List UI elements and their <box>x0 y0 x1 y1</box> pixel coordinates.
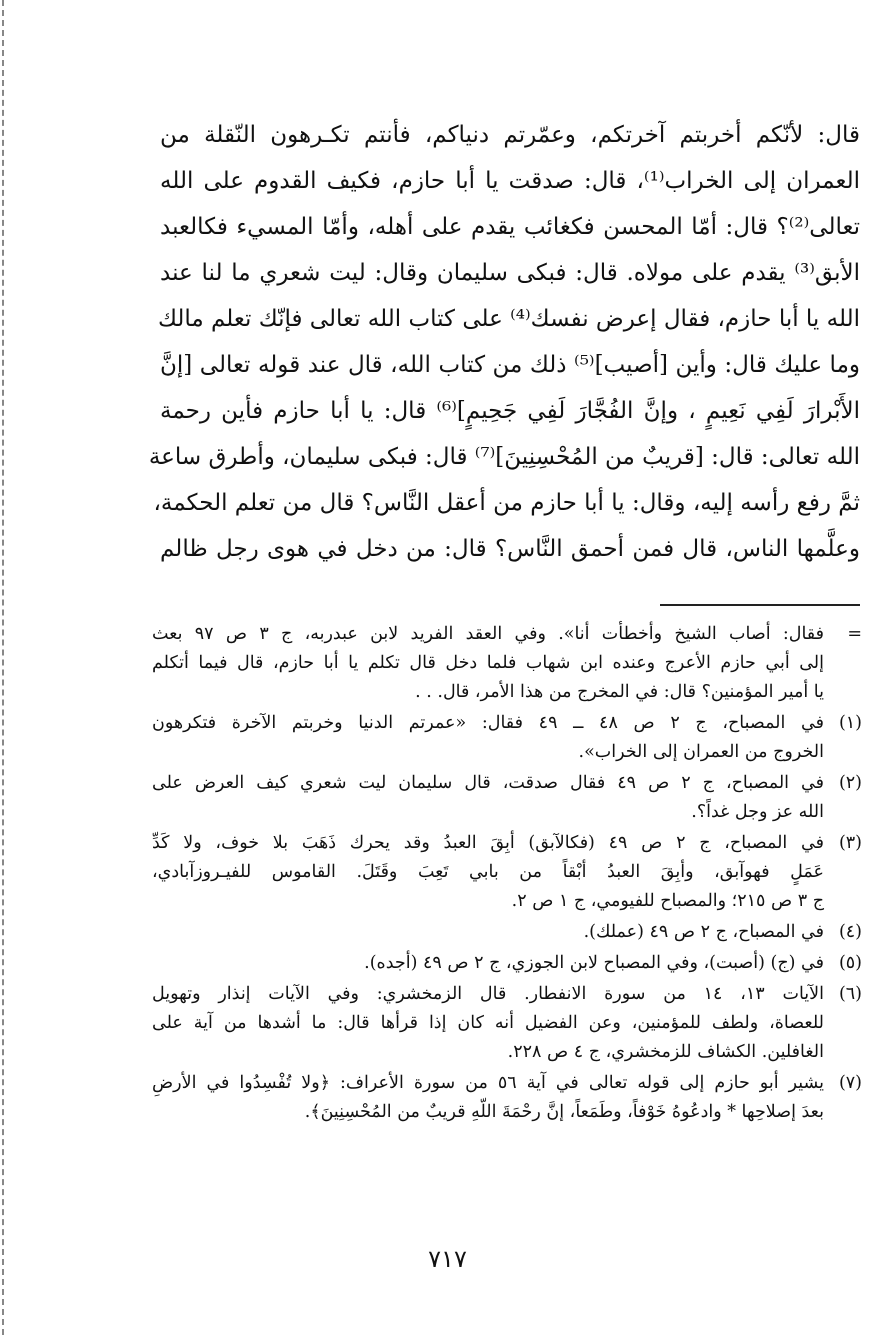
footnote-line: يا أمير المؤمنين؟ قال: في المخرج من هذا الأمر، قال. . . <box>415 682 824 702</box>
footnote <box>152 709 862 767</box>
footnote-marker: (١) <box>838 713 862 733</box>
footnote-body <box>152 1069 824 1127</box>
main-text <box>148 112 860 572</box>
footnote-body <box>152 918 824 947</box>
footnote-marker: (٧) <box>838 1073 862 1093</box>
page-number: ٧١٧ <box>428 1245 467 1273</box>
footnote <box>152 949 862 978</box>
footnote-marker: (٦) <box>838 984 862 1004</box>
footnote <box>152 980 862 1067</box>
footnote-marker: (٥) <box>838 953 862 973</box>
main-text-line: الأَبْرارَ لَفِي نَعِيمٍ ، وإنَّ الفُجَّارَ لَفِي جَحِيمٍ]⁽⁶⁾ قال: يا أبا حازم فأين رحمة <box>160 398 860 424</box>
main-text-line: الله تعالى: قال: [قريبٌ من المُحْسِنِينَ]⁽⁷⁾ قال: فبكى سليمان، وأطرق ساعة <box>148 444 860 470</box>
footnote-marker: (٤) <box>838 922 862 942</box>
footnote-line: إلى أبي حازم الأعرج وعنده ابن شهاب فلما دخل قال تكلم يا أبا حازم، قال فيما أتكلم <box>152 653 824 673</box>
footnote-body <box>152 769 824 827</box>
page-edge-border <box>2 0 4 1335</box>
footnote-line: الخروج من العمران إلى الخراب». <box>578 742 824 762</box>
footnote-body <box>152 620 824 707</box>
footnote-line: عَمَلٍ فهوآبق، وأبِقَ العبدُ أبْقاً من بابي تَعِبَ وقَتَلَ. القاموس للفيـروزآبادي، <box>152 862 824 882</box>
footnote-line: الغافلين. الكشاف للزمخشري، ج ٤ ص ٢٢٨. <box>507 1042 824 1062</box>
footnote-line: الآيات ١٣، ١٤ من سورة الانفطار. قال الزمخشري: وفي الآيات إنذار وتهويل <box>152 984 824 1004</box>
footnote-line: الله عز وجل غداً؟. <box>691 802 824 822</box>
footnote-marker: (٣) <box>838 833 862 853</box>
footnotes <box>152 620 862 1129</box>
footnote <box>152 769 862 827</box>
footnote-body <box>152 709 824 767</box>
footnote-marker: = <box>847 624 862 644</box>
footnote-separator <box>660 604 860 606</box>
footnote-line: في المصباح، ج ٢ ص ٤٨ ــ ٤٩ فقال: «عمرتم الدنيا وخربتم الآخرة فتكرهون <box>152 713 824 733</box>
footnote <box>152 1069 862 1127</box>
footnote-line: في المصباح، ج ٢ ص ٤٩ (فكالآبق) أبِقَ العبدُ وقد يحرك ذَهَبَ بلا خوف، ولا كَدِّ <box>152 833 824 853</box>
footnote-line: فقال: أصاب الشيخ وأخطأت أنا». وفي العقد الفريد لابن عبدربه، ج ٣ ص ٩٧ بعث <box>152 624 824 644</box>
footnote-line: يشير أبو حازم إلى قوله تعالى في آية ٥٦ من سورة الأعراف: ﴿ولا تُفْسِدُوا في الأرضِ <box>152 1073 824 1093</box>
footnote-line: في (ج) (أصبت)، وفي المصباح لابن الجوزي، ج ٢ ص ٤٩ (أجده). <box>364 953 824 973</box>
main-text-line: وعلَّمها الناس، قال فمن أحمق النَّاس؟ قال: من دخل في هوى رجل ظالم <box>160 536 860 562</box>
footnote-line: بعدَ إصلاحِها * وادعُوهُ خَوْفاً، وطَمَعاً، إنَّ رحْمَةَ اللّهِ قريبٌ من المُحْسِنِينَ﴾. <box>304 1102 824 1122</box>
main-text-line: الأبق⁽³⁾ يقدم على مولاه. قال: فبكى سليمان وقال: ليت شعري ما لنا عند <box>160 260 860 286</box>
footnote-marker: (٢) <box>838 773 862 793</box>
footnote-body <box>152 949 824 978</box>
footnote-line: في المصباح، ج ٢ ص ٤٩ فقال صدقت، قال سليمان ليت شعري كيف العرض على <box>152 773 824 793</box>
main-text-line: تعالى⁽²⁾؟ قال: أمّا المحسن فكغائب يقدم على أهله، وأمّا المسيء فكالعبد <box>160 214 860 240</box>
footnote-body <box>152 980 824 1067</box>
main-text-line: ثمَّ رفع رأسه إليه، وقال: يا أبا حازم من أعقل النَّاس؟ قال من تعلم الحكمة، <box>153 490 860 516</box>
main-text-line: وما عليك قال: وأين [أصيب]⁽⁵⁾ ذلك من كتاب الله، قال عند قوله تعالى [إنَّ <box>160 352 860 378</box>
footnote <box>152 620 862 707</box>
footnote-line: في المصباح، ج ٢ ص ٤٩ (عملك). <box>583 922 824 942</box>
footnote-line: ج ٣ ص ٢١٥؛ والمصباح للفيومي، ج ١ ص ٢. <box>511 891 824 911</box>
footnote-body <box>152 829 824 916</box>
footnote <box>152 918 862 947</box>
main-text-line: الله يا أبا حازم، فقال إعرض نفسك⁽⁴⁾ على كتاب الله تعالى فإنّك تعلم مالك <box>157 306 860 332</box>
main-text-line: العمران إلى الخراب⁽¹⁾، قال: صدقت يا أبا حازم، فكيف القدوم على الله <box>160 168 860 194</box>
main-text-line: قال: لأنّكم أخربتم آخرتكم، وعمّرتم دنياكم، فأنتم تكـرهون النّقلة من <box>160 122 860 148</box>
footnote-line: للعصاة، ولطف للمؤمنين، وعن الفضيل أنه كان إذا قرأها قال: ما أشدها من آية على <box>152 1013 824 1033</box>
footnote <box>152 829 862 916</box>
